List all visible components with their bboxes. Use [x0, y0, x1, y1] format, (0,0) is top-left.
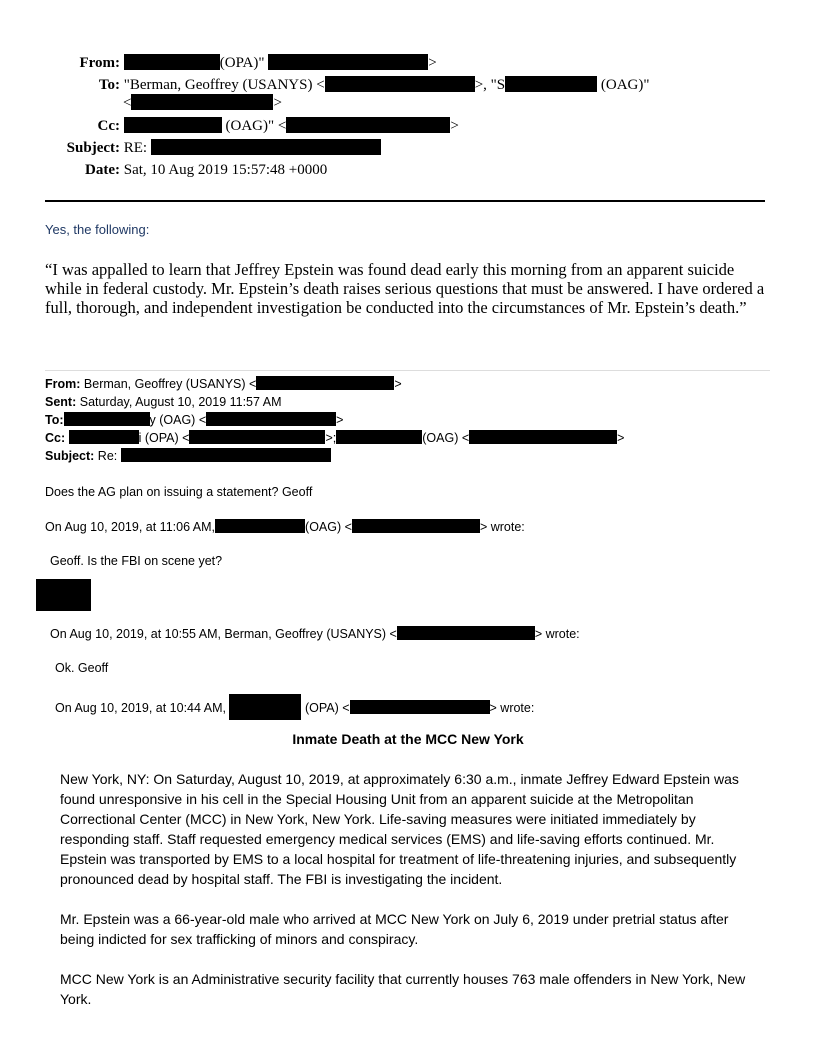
header-to-row: [96, 76, 650, 94]
redaction-box: [64, 412, 150, 426]
header-divider: [45, 200, 765, 202]
ag-statement-quote: “I was appalled to learn that Jeffrey Epstein was found dead early this morning from an apparent suicide while in federal custody. Mr. Epstein’s death raises serious questions that must be answered. I have ordered a full, thorough, and independent investigation be conducted into the circumstances of Mr. Epstein’s death.”: [45, 260, 765, 317]
from-close: >: [428, 55, 437, 71]
redaction-box: [69, 430, 139, 444]
on2-prefix: On Aug 10, 2019, at 10:55 AM, Berman, Geoffrey (USANYS) <: [50, 627, 397, 641]
from-value: (OPA)": [219, 55, 265, 71]
thread-on-line-3: [55, 694, 534, 720]
on1-suffix: > wrote:: [479, 520, 525, 534]
header-to-row-2: [123, 94, 282, 112]
fw-cc-mid: >;: [325, 431, 337, 445]
fw-to-close: >: [336, 413, 344, 427]
fw-subject-label: Subject:: [45, 449, 95, 463]
redaction-box: [121, 448, 331, 462]
on3-suffix: > wrote:: [489, 701, 535, 715]
forward-divider: [45, 370, 770, 371]
redaction-box: [124, 117, 222, 133]
redaction-box: [151, 139, 381, 155]
to-value-2: (OAG)": [600, 77, 650, 93]
cc-label: Cc:: [97, 118, 120, 134]
thread-message-1: Does the AG plan on issuing a statement? Geoff: [45, 485, 313, 499]
release-paragraph-3: MCC New York is an Administrative security facility that currently houses 763 male offenders in New York, New York.: [60, 971, 746, 1007]
fw-to-value: y (OAG) <: [149, 413, 207, 427]
subject-value: RE:: [123, 140, 148, 156]
redaction-box: [336, 430, 422, 444]
redaction-box: [350, 700, 490, 714]
fw-from-label: From:: [45, 377, 81, 391]
fw-cc-close: >: [617, 431, 625, 445]
to-value: "Berman, Geoffrey (USANYS) <: [123, 77, 325, 93]
redaction-box: [256, 376, 394, 390]
on1-prefix: On Aug 10, 2019, at 11:06 AM,: [45, 520, 216, 534]
fw-cc-label: Cc:: [45, 431, 66, 445]
redaction-box: [215, 519, 305, 533]
on1-mid: (OAG) <: [305, 520, 352, 534]
redaction-box: [206, 412, 336, 426]
redaction-box: [286, 117, 450, 133]
thread-message-3: Ok. Geoff: [55, 661, 109, 675]
from-label: From:: [79, 55, 120, 71]
release-paragraph-1: New York, NY: On Saturday, August 10, 2019, at approximately 6:30 a.m., inmate Jeffrey Edward Epstein was found unresponsive in his cell in the Special Housing Unit from an apparent suicide at the Metropolitan Correctional Center (MCC) in New York, New York. Life-saving measures were initiated immediately by responding staff. Staff requested emergency medical services (EMS) and life-saving efforts continued. Mr. Epstein was transported by EMS to a local hospital for treatment of life-threatening injuries, and subsequently pronounced dead by hospital staff. The FBI is investigating the incident.: [60, 771, 739, 887]
forwarded-from-row: [45, 375, 402, 393]
fw-to-label: To:: [45, 413, 64, 427]
cc-close: >: [450, 118, 459, 134]
cc-value: (OAG)" <: [225, 118, 287, 134]
to-mid: >, "S: [474, 77, 506, 93]
redaction-box: [469, 430, 617, 444]
fw-cc-value-2: (OAG) <: [422, 431, 470, 445]
header-date-row: [82, 161, 327, 179]
release-paragraph-2: Mr. Epstein was a 66-year-old male who arrived at MCC New York on July 6, 2019 under pretrial status after being indicted for sex trafficking of minors and conspiracy.: [60, 911, 729, 947]
redaction-box: [124, 54, 220, 70]
fw-from-close: >: [394, 377, 402, 391]
to-close-2: >: [273, 95, 282, 111]
forwarded-subject-row: [45, 447, 331, 465]
thread-on-line-1: [45, 518, 525, 536]
release-title: Inmate Death at the MCC New York: [292, 731, 524, 747]
redaction-box: [325, 76, 475, 92]
reply-intro: Yes, the following:: [45, 222, 150, 237]
fw-subject-value: Re:: [97, 449, 118, 463]
thread-on-line-2: [50, 625, 580, 643]
thread-message-2: Geoff. Is the FBI on scene yet?: [50, 554, 223, 568]
header-subject-row: [62, 139, 381, 157]
header-from-row: [76, 54, 437, 72]
on2-suffix: > wrote:: [534, 627, 580, 641]
redaction-block: [36, 579, 91, 611]
redaction-box: [189, 430, 325, 444]
to-open-2: <: [123, 95, 132, 111]
fw-sent-value: Saturday, August 10, 2019 11:57 AM: [79, 395, 282, 409]
fw-sent-label: Sent:: [45, 395, 77, 409]
redaction-box: [397, 626, 535, 640]
redaction-box: [352, 519, 480, 533]
redaction-box: [131, 94, 273, 110]
subject-label: Subject:: [66, 140, 120, 156]
forwarded-to-row: [45, 411, 343, 429]
fw-from-value: Berman, Geoffrey (USANYS) <: [83, 377, 257, 391]
redaction-box: [229, 694, 301, 720]
to-label: To:: [98, 77, 120, 93]
redaction-box: [505, 76, 597, 92]
date-label: Date:: [85, 162, 120, 178]
header-cc-row: [96, 117, 459, 135]
on3-prefix: On Aug 10, 2019, at 10:44 AM,: [55, 701, 226, 715]
date-value: Sat, 10 Aug 2019 15:57:48 +0000: [123, 162, 328, 178]
forwarded-sent-row: [45, 393, 282, 411]
fw-cc-value-1: i (OPA) <: [138, 431, 190, 445]
forwarded-cc-row: [45, 429, 624, 447]
on3-mid: (OPA) <: [304, 701, 350, 715]
redaction-box: [268, 54, 428, 70]
